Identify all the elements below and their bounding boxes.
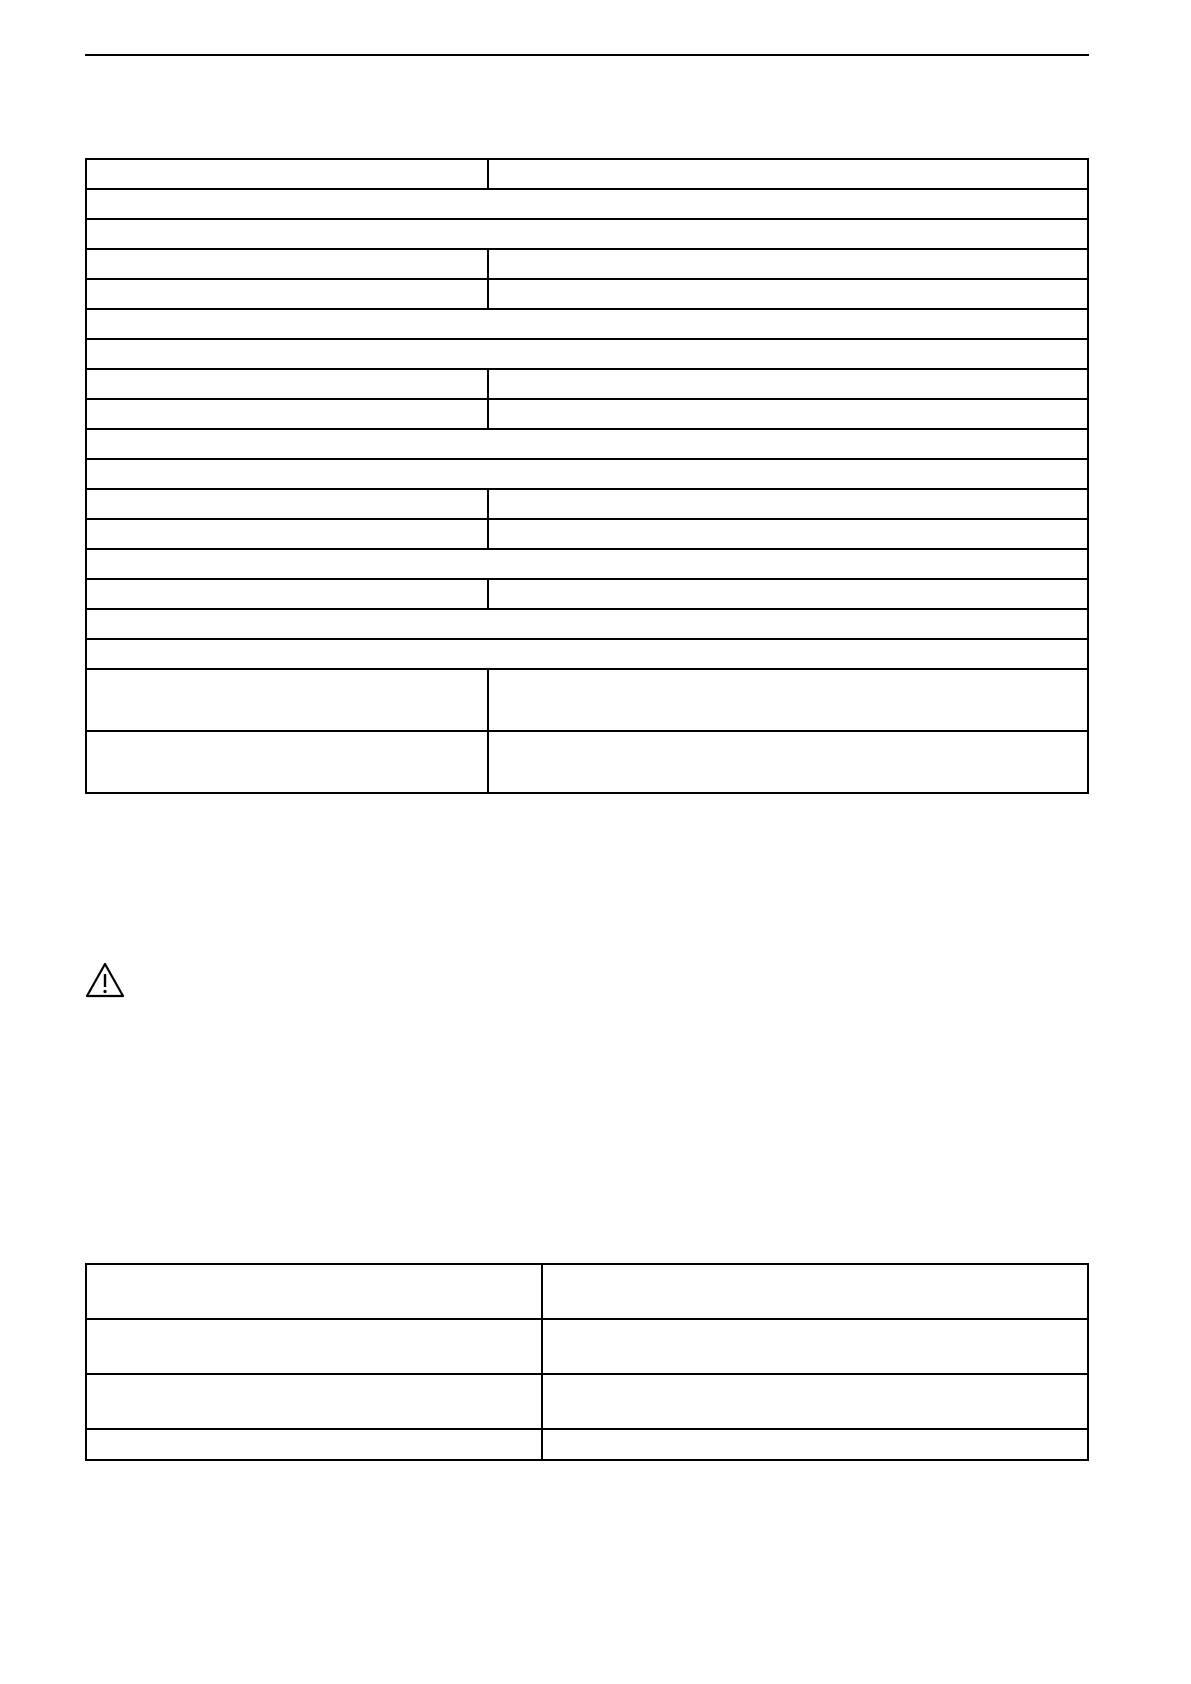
table-row (86, 159, 1088, 189)
table-cell (488, 519, 1088, 549)
table-row (86, 609, 1088, 639)
table-row (86, 399, 1088, 429)
second-table-body (86, 1264, 1088, 1460)
table-row (86, 579, 1088, 609)
table-cell (86, 519, 488, 549)
table-row (86, 279, 1088, 309)
table-row (86, 309, 1088, 339)
table-cell (488, 159, 1088, 189)
table-row (86, 519, 1088, 549)
table-cell (488, 279, 1088, 309)
table-cell (86, 1429, 542, 1460)
spec-table (85, 158, 1089, 794)
table-cell (86, 339, 1088, 369)
table-cell (86, 159, 488, 189)
table-cell (542, 1319, 1088, 1374)
second-table (85, 1263, 1089, 1461)
table-cell (86, 1264, 542, 1319)
table-row (86, 1319, 1088, 1374)
table-cell (542, 1264, 1088, 1319)
table-row (86, 639, 1088, 669)
table-cell (488, 579, 1088, 609)
table-cell (488, 399, 1088, 429)
table-row (86, 429, 1088, 459)
table-cell (86, 399, 488, 429)
table-row (86, 249, 1088, 279)
table-row (86, 669, 1088, 731)
table-row (86, 1374, 1088, 1429)
table-cell (488, 489, 1088, 519)
table-cell (86, 279, 488, 309)
table-cell (86, 249, 488, 279)
table-row (86, 219, 1088, 249)
table-cell (86, 369, 488, 399)
table-cell (542, 1374, 1088, 1429)
table-cell (86, 429, 1088, 459)
table-cell (542, 1429, 1088, 1460)
spec-table-body (86, 159, 1088, 793)
table-row (86, 459, 1088, 489)
table-cell (86, 459, 1088, 489)
table-cell (86, 609, 1088, 639)
table-cell (488, 731, 1088, 793)
warning-triangle-icon (85, 962, 125, 998)
table-row (86, 1264, 1088, 1319)
table-row (86, 1429, 1088, 1460)
table-cell (86, 549, 1088, 579)
table-row (86, 369, 1088, 399)
table-cell (86, 309, 1088, 339)
header-rule (85, 54, 1089, 56)
table-row (86, 731, 1088, 793)
table-cell (86, 1319, 542, 1374)
table-cell (86, 489, 488, 519)
table-row (86, 189, 1088, 219)
table-row (86, 489, 1088, 519)
table-row (86, 549, 1088, 579)
table-cell (86, 639, 1088, 669)
table-row (86, 339, 1088, 369)
table-cell (488, 369, 1088, 399)
table-cell (86, 1374, 542, 1429)
table-cell (488, 249, 1088, 279)
table-cell (86, 731, 488, 793)
table-cell (86, 219, 1088, 249)
table-cell (86, 189, 1088, 219)
table-cell (86, 579, 488, 609)
table-cell (488, 669, 1088, 731)
table-cell (86, 669, 488, 731)
